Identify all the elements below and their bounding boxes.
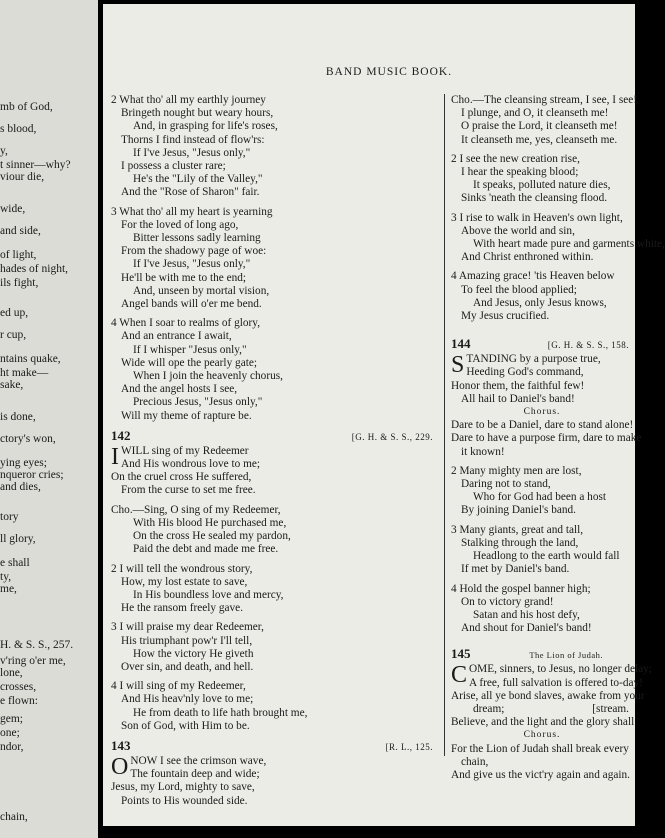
verse-line: His triumphant pow'r I'll tell, (121, 634, 253, 647)
spacer (451, 635, 633, 641)
left-page-text-fragment: viour die, (0, 171, 45, 183)
verse-line: And Jesus, only Jesus knows, (473, 296, 607, 309)
drop-cap: I (111, 443, 119, 470)
left-page-text-fragment: sake, (0, 379, 24, 391)
verse-line: If met by Daniel's band. (461, 563, 570, 576)
hymn-reference: [G. H. & S. S., 158. (547, 340, 629, 351)
verse-line: A free, full salvation is offered to-day! (469, 676, 643, 689)
verse-line: How the victory He giveth (133, 647, 254, 660)
verse-line: Son of God, with Him to be. (121, 719, 250, 732)
left-page-text-fragment: t sinner—why? (0, 159, 71, 171)
verse-line: I hear the speaking blood; (461, 166, 579, 179)
chorus-line: O praise the Lord, it cleanseth me! (461, 120, 618, 133)
verse-line: Will my theme of rapture be. (121, 409, 252, 422)
verse-line: 3 What tho' all my heart is yearning (111, 205, 273, 218)
chorus-line: Dare to be a Daniel, dare to stand alone! (451, 419, 634, 432)
verse-line: Believe, and the light and the glory shall (451, 716, 635, 729)
verse-line: If I whisper "Jesus only," (133, 343, 247, 356)
verse-line: NOW I see the crimson wave, (130, 754, 267, 767)
chorus-line: Cho.—The cleansing stream, I see, I see! (451, 94, 638, 106)
verse (451, 270, 633, 323)
left-page-text-fragment: H. & S. S., 257. (0, 639, 74, 651)
verse-line: He the ransom freely gave. (121, 602, 244, 615)
verse-line: Stalking through the land, (461, 536, 579, 549)
verse-line: 4 I will sing of my Redeemer, (111, 680, 246, 693)
hymn-144-header (451, 337, 633, 353)
right-column (451, 94, 665, 782)
verse (111, 621, 437, 674)
verse (451, 211, 665, 265)
hymn-142-header (111, 429, 437, 445)
hymn-number: 145 (451, 646, 471, 662)
verse-line: It speaks, polluted nature dies, (473, 179, 611, 192)
left-page-text-fragment: tory (0, 511, 19, 523)
verse-line: If I've Jesus, "Jesus only," (133, 146, 251, 159)
page-header: BAND MUSIC BOOK. (325, 66, 453, 78)
chorus (451, 94, 638, 147)
left-page-text-fragment: e flown: (0, 695, 39, 707)
verse-line: And an entrance I await, (121, 330, 232, 343)
hymn-number: 142 (111, 427, 131, 443)
verse-line: 3 I will praise my dear Redeemer, (111, 621, 264, 634)
verse-line: On the cruel cross He suffered, (111, 471, 252, 484)
chorus-line: I plunge, and O, it cleanseth me! (461, 107, 609, 120)
verse-line: When I join the heavenly chorus, (133, 370, 283, 383)
verse-line: And Christ enthroned within. (461, 251, 594, 264)
chorus-line: With His blood He purchased me, (133, 516, 287, 529)
verse-line: Arise, all ye bond slaves, awake from your (451, 689, 645, 702)
left-page-text-fragment: s blood, (0, 123, 37, 135)
verse-line: If I've Jesus, "Jesus only," (133, 258, 251, 271)
verse-line: He'll be with me to the end; (121, 271, 247, 284)
verse-line: How, my lost estate to save, (121, 575, 248, 588)
left-page-text-fragment: and dies, (0, 481, 41, 493)
verse (111, 680, 437, 733)
verse-line: The fountain deep and wide; (130, 768, 260, 781)
verse-line: Angel bands will o'er me bend. (121, 298, 262, 311)
verse-line: For the loved of long ago, (121, 218, 239, 231)
left-page-text-fragment: hades of night, (0, 263, 69, 275)
verse-line: Satan and his host defy, (473, 608, 580, 621)
verse-line: To feel the blood applied; (461, 283, 577, 296)
left-page-text-fragment: chain, (0, 811, 28, 823)
verse (111, 563, 437, 616)
verse-line: OME, sinners, to Jesus, no longer delay; (469, 663, 652, 676)
drop-cap: C (451, 662, 468, 689)
left-page-text-fragment: of light, (0, 249, 37, 261)
left-page-text-fragment: ty, (0, 571, 12, 583)
verse-line: 2 What tho' all my earthly journey (111, 94, 266, 106)
verse-line: Wide will ope the pearly gate; (121, 356, 257, 369)
left-facing-page (0, 0, 98, 838)
verse-line: Precious Jesus, "Jesus only," (133, 396, 263, 409)
verse-line: And His wondrous love to me; (121, 458, 261, 471)
chorus-line: chain, (461, 755, 489, 768)
first-verse (451, 662, 652, 729)
left-page-text-fragment: ntains quake, (0, 353, 61, 365)
drop-cap: S (451, 352, 465, 379)
stream-continuation: [stream. (592, 702, 629, 715)
verse-line: Bringeth nought but weary hours, (121, 107, 274, 120)
left-page-text-fragment: ht make— (0, 367, 49, 379)
verse-line: 2 I will tell the wondrous story, (111, 562, 253, 575)
chorus-line: It cleanseth me, yes, cleanseth me. (461, 133, 618, 146)
verse-line: From the shadowy page of woe: (121, 245, 267, 258)
verse-line: All hail to Daniel's band! (461, 392, 575, 405)
first-verse (451, 353, 633, 406)
left-page-text-fragment: ll glory, (0, 533, 36, 545)
verse-line: Points to His wounded side. (121, 794, 248, 807)
drop-cap: O (111, 753, 129, 780)
left-column (111, 94, 437, 808)
verse-line: 3 I rise to walk in Heaven's own light, (451, 211, 623, 224)
left-page-text-fragment: ying eyes; (0, 457, 47, 469)
verse-line: Heeding God's command, (466, 366, 584, 379)
hymn-145-header (451, 647, 633, 663)
spacer (451, 323, 633, 329)
verse (111, 206, 437, 312)
right-page (103, 4, 665, 826)
verse-line: WILL sing of my Redeemer (121, 444, 249, 457)
verse (451, 153, 633, 206)
chorus-line: it known! (461, 445, 505, 458)
verse-line: He's the "Lily of the Valley," (133, 173, 263, 186)
left-page-text-fragment: mb of God, (0, 101, 53, 113)
verse (451, 583, 633, 636)
chorus-title: Chorus. (523, 407, 561, 418)
chorus-line: And give us the vict'ry again and again. (451, 768, 630, 781)
left-page-text-fragment: ndor, (0, 741, 24, 753)
verse-line: And, in grasping for life's roses, (133, 120, 278, 133)
column-divider (444, 94, 445, 756)
verse-line: Who for God had been a host (473, 491, 607, 504)
left-page-text-fragment: r cup, (0, 329, 27, 341)
verse-line: 4 When I soar to realms of glory, (111, 317, 261, 330)
verse (111, 317, 437, 423)
verse-line: 2 I see the new creation rise, (451, 152, 580, 165)
left-page-text-fragment: ed up, (0, 307, 29, 319)
hymn-number: 144 (451, 336, 471, 352)
left-page-text-fragment: lone, (0, 667, 23, 679)
verse (111, 94, 437, 200)
verse-line: I possess a cluster rare; (121, 160, 226, 173)
verse-line: From the curse to set me free. (121, 484, 256, 497)
hymn-number: 143 (111, 737, 131, 753)
chorus-line: Dare to have a purpose firm, dare to make (451, 432, 642, 445)
verse (451, 524, 633, 577)
verse-line: And His heav'nly love to me; (121, 693, 254, 706)
verse-line: Sinks 'neath the cleansing flood. (461, 192, 608, 205)
left-page-text-fragment: ctory's won, (0, 433, 56, 445)
verse-line: 2 Many mighty men are lost, (451, 464, 582, 477)
verse-line: TANDING by a purpose true, (466, 353, 601, 366)
chorus-line: Paid the debt and made me free. (133, 543, 279, 556)
left-page-text-fragment: nqueror cries; (0, 469, 64, 481)
left-page-text-fragment: is done, (0, 411, 36, 423)
left-page-text-fragment: one; (0, 727, 20, 739)
left-page-text-fragment: e shall (0, 557, 30, 569)
verse-line: And the "Rose of Sharon" fair. (121, 186, 260, 199)
left-page-text-fragment: and side, (0, 225, 41, 237)
first-verse (111, 755, 437, 808)
verse-line: Daring not to stand, (461, 478, 551, 491)
chorus-line: On the cross He sealed my pardon, (133, 530, 291, 543)
verse-line: He from death to life hath brought me, (133, 706, 308, 719)
verse-line: Bitter lessons sadly learning (133, 232, 261, 245)
verse (451, 465, 633, 518)
first-verse (111, 445, 437, 498)
left-page-text-fragment: crosses, (0, 681, 37, 693)
chorus-line: For the Lion of Judah shall break every (451, 742, 629, 755)
verse-line: In His boundless love and mercy, (133, 588, 284, 601)
left-page-text-fragment: ils fight, (0, 277, 39, 289)
verse-line: Above the world and sin, (461, 224, 575, 237)
hymn-title: The Lion of Judah. (529, 650, 603, 661)
verse-line: dream; [stream. (473, 702, 629, 715)
left-page-text-fragment: y, (0, 145, 8, 157)
verse-line: Jesus, my Lord, mighty to save, (111, 781, 255, 794)
verse-line: On to victory grand! (461, 595, 554, 608)
hymn-143-header (111, 739, 437, 755)
hymn-reference: [R. L., 125. (385, 741, 433, 752)
verse-line: 4 Hold the gospel banner high; (451, 582, 591, 595)
verse-line: Thorns I find instead of flow'rs: (121, 133, 265, 146)
verse-line: And, unseen by mortal vision, (133, 284, 270, 297)
verse-line: Headlong to the earth would fall (473, 550, 620, 563)
hymn-reference: [G. H. & S. S., 229. (351, 431, 433, 442)
verse-line: By joining Daniel's band. (461, 504, 576, 517)
left-page-text-fragment: gem; (0, 713, 23, 725)
verse-line: 3 Many giants, great and tall, (451, 523, 584, 536)
left-page-text-fragment: wide, (0, 203, 26, 215)
verse-line: 4 Amazing grace! 'tis Heaven below (451, 270, 615, 283)
verse-line: My Jesus crucified. (461, 310, 550, 323)
left-page-text-fragment: v'ring o'er me, (0, 655, 66, 667)
verse-line: And shout for Daniel's band! (461, 622, 592, 635)
left-page-text-fragment: me, (0, 583, 17, 595)
verse-line: And the angel hosts I see, (121, 383, 238, 396)
verse-line: Over sin, and death, and hell. (121, 660, 254, 673)
chorus-line: Cho.—Sing, O sing of my Redeemer, (111, 503, 281, 516)
verse-line: With heart made pure and garments white, (473, 238, 665, 251)
verse-line: Honor them, the faithful few! (451, 379, 585, 392)
chorus-title: Chorus. (523, 730, 561, 741)
